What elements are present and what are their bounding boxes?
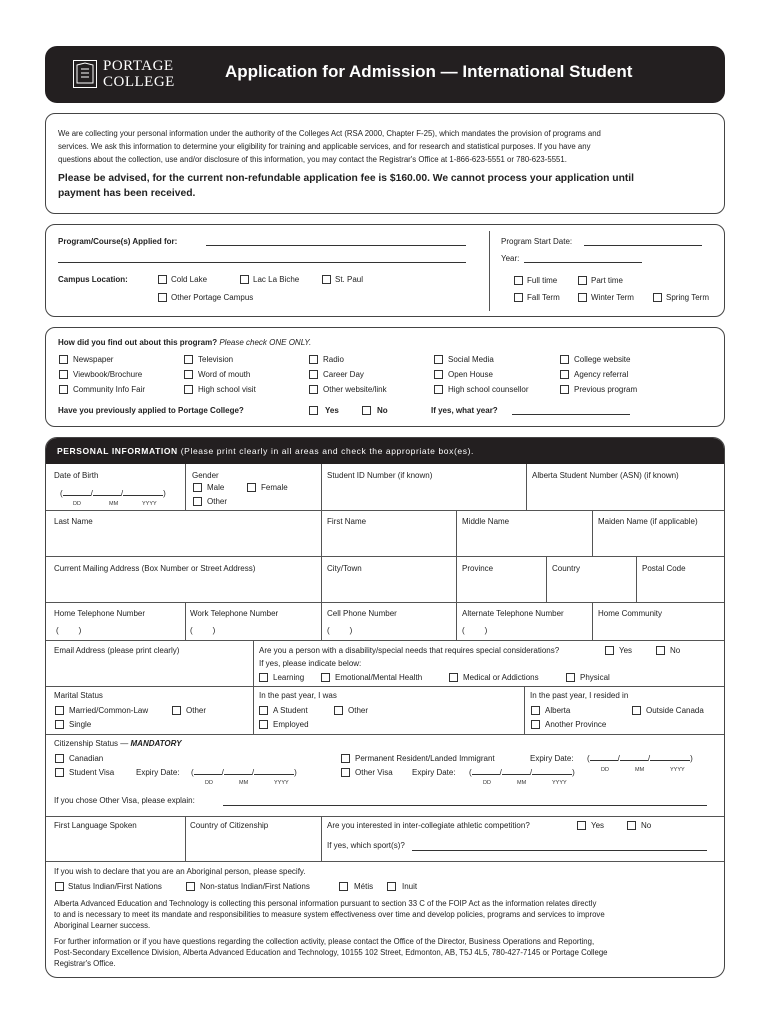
middle-name-label[interactable]: Middle Name — [462, 517, 510, 526]
fee-notice-line1: Please be advised, for the current non-refundable application fee is $160.00. We cannot process your application until — [58, 173, 635, 184]
was-student-label: A Student — [273, 706, 308, 715]
personal-info-section — [45, 437, 725, 978]
col-divider — [456, 602, 457, 640]
program-box — [45, 224, 725, 317]
disability-physical-checkbox[interactable] — [566, 673, 575, 682]
source-viewbook-checkbox[interactable] — [59, 370, 68, 379]
student-visa-yyyy: YYYY — [274, 780, 289, 786]
was-employed-label: Employed — [273, 720, 309, 729]
disability-learning-label: Learning — [273, 673, 305, 682]
last-name-label[interactable]: Last Name — [54, 517, 93, 526]
resided-another-province-checkbox[interactable] — [531, 720, 540, 729]
disability-learning-checkbox[interactable] — [259, 673, 268, 682]
full-time-label: Full time — [527, 276, 558, 285]
past-year-was-label: In the past year, I was — [259, 691, 337, 700]
alt-phone-area: ( ) — [462, 626, 488, 635]
dob-dd: DD — [73, 501, 81, 507]
source-info-fair-label: Community Info Fair — [73, 385, 146, 394]
asn-label[interactable]: Alberta Student Number (ASN) (if known) — [532, 471, 679, 480]
disability-question: Are you a person with a disability/special needs that requires special considerations? — [259, 646, 560, 655]
citizenship-label — [54, 739, 182, 748]
which-sports-field[interactable] — [412, 850, 707, 851]
col-divider — [524, 686, 525, 734]
previously-applied-yes-checkbox[interactable] — [309, 406, 318, 415]
citizenship-mandatory: MANDATORY — [130, 739, 182, 748]
source-agency-referral-checkbox[interactable] — [560, 370, 569, 379]
athletic-yes-label: Yes — [591, 821, 605, 830]
row-divider-1 — [46, 510, 725, 511]
was-employed-checkbox[interactable] — [259, 720, 268, 729]
col-divider — [592, 602, 593, 640]
other-visa-explain-field[interactable] — [223, 805, 707, 806]
source-other-website-checkbox[interactable] — [309, 385, 318, 394]
source-word-of-mouth-checkbox[interactable] — [184, 370, 193, 379]
province-label[interactable]: Province — [462, 564, 494, 573]
previous-year-field[interactable] — [512, 414, 630, 415]
source-agency-referral-label: Agency referral — [574, 370, 629, 379]
mailing-address-label[interactable]: Current Mailing Address (Box Number or Street Address) — [54, 564, 256, 573]
previously-applied-label: Have you previously applied to Portage College? — [58, 406, 244, 415]
foip-line1: Alberta Advanced Education and Technology is collecting this personal information pursuant to section 33 C of the FOIP Act as the information relates directly — [54, 899, 597, 908]
source-open-house-label: Open House — [448, 370, 493, 379]
winter-term-checkbox[interactable] — [578, 293, 587, 302]
disability-physical-label: Physical — [580, 673, 610, 682]
campus-st-paul-label: St. Paul — [335, 275, 364, 284]
logo-text-line1: PORTAGE — [103, 58, 174, 74]
source-viewbook-label: Viewbook/Brochure — [73, 370, 143, 379]
source-question-text: How did you find out about this program? — [58, 338, 218, 347]
home-community-label[interactable]: Home Community — [598, 609, 663, 618]
gender-female-checkbox[interactable] — [247, 483, 256, 492]
work-phone-area: ( ) — [190, 626, 216, 635]
source-college-website-label: College website — [574, 355, 631, 364]
resided-another-province-label: Another Province — [545, 720, 607, 729]
athletic-no-label: No — [641, 821, 652, 830]
campus-other-checkbox[interactable] — [158, 293, 167, 302]
athletic-yes-checkbox[interactable] — [577, 821, 586, 830]
first-name-label[interactable]: First Name — [327, 517, 367, 526]
gender-label: Gender — [192, 471, 219, 480]
which-sports-label: If yes, which sport(s)? — [327, 841, 405, 850]
campus-lac-la-biche-label: Lac La Biche — [253, 275, 300, 284]
student-visa-expiry-label: Expiry Date: — [136, 768, 180, 777]
citizenship-canadian-label: Canadian — [69, 754, 104, 763]
cell-phone-area: ( ) — [327, 626, 353, 635]
pr-expiry-label: Expiry Date: — [530, 754, 574, 763]
spring-term-checkbox[interactable] — [653, 293, 662, 302]
gender-male-checkbox[interactable] — [193, 483, 202, 492]
aboriginal-status-label: Status Indian/First Nations — [68, 882, 162, 891]
work-phone-label[interactable]: Work Telephone Number — [190, 609, 279, 618]
year-field[interactable] — [524, 262, 642, 263]
other-visa-dd: DD — [483, 780, 491, 786]
cell-phone-label[interactable]: Cell Phone Number — [327, 609, 397, 618]
aboriginal-metis-label: Métis — [354, 882, 374, 891]
row-divider-5 — [46, 686, 725, 687]
citizenship-student-visa-label: Student Visa — [69, 768, 115, 777]
source-question-note: Please check ONE ONLY. — [219, 338, 312, 347]
student-id-label[interactable]: Student ID Number (if known) — [327, 471, 433, 480]
pr-dd: DD — [601, 767, 609, 773]
start-date-label: Program Start Date: — [501, 237, 573, 246]
contact-line3: Registrar's Office. — [54, 959, 116, 968]
aboriginal-non-status-label: Non-status Indian/First Nations — [200, 882, 310, 891]
disability-mental-health-label: Emotional/Mental Health — [335, 673, 423, 682]
source-high-school-visit-label: High school visit — [198, 385, 256, 394]
home-phone-area: ( ) — [56, 626, 82, 635]
disability-medical-checkbox[interactable] — [449, 673, 458, 682]
source-counsellor-label: High school counsellor — [448, 385, 529, 394]
source-open-house-checkbox[interactable] — [434, 370, 443, 379]
source-box — [45, 327, 725, 427]
row-divider-6 — [46, 734, 725, 735]
source-career-day-label: Career Day — [323, 370, 364, 379]
campus-st-paul-checkbox[interactable] — [322, 275, 331, 284]
source-info-fair-checkbox[interactable] — [59, 385, 68, 394]
row-divider-3 — [46, 602, 725, 603]
logo-text-line2: COLLEGE — [103, 74, 175, 90]
dob-mm: MM — [109, 501, 119, 507]
alt-phone-label[interactable]: Alternate Telephone Number — [462, 609, 564, 618]
notice-para-line1: We are collecting your personal information under the authority of the Colleges Act (RSA 2000, Chapter F-25), which mandates the provision of programs and — [58, 129, 601, 138]
resided-alberta-checkbox[interactable] — [531, 706, 540, 715]
row-divider-7 — [46, 816, 725, 817]
source-counsellor-checkbox[interactable] — [434, 385, 443, 394]
citizenship-other-visa-label: Other Visa — [355, 768, 393, 777]
col-divider — [592, 510, 593, 556]
program-applied-field-2[interactable] — [58, 262, 466, 263]
previously-applied-no-checkbox[interactable] — [362, 406, 371, 415]
city-label[interactable]: City/Town — [327, 564, 362, 573]
col-divider — [456, 510, 457, 556]
marital-single-label: Single — [69, 720, 92, 729]
other-visa-expiry-label: Expiry Date: — [412, 768, 456, 777]
postal-code-label[interactable]: Postal Code — [642, 564, 686, 573]
col-divider — [321, 556, 322, 602]
foip-line2: to and is necessary to meet its mandate and responsibilities to measure system effectiveness over time and develop policies, programs and services to improve — [54, 910, 605, 919]
gender-other-checkbox[interactable] — [193, 497, 202, 506]
resided-outside-canada-checkbox[interactable] — [632, 706, 641, 715]
contact-line2: Post-Secondary Excellence Division, Alberta Advanced Education and Technology, 10155 102 Street, Edmonton, AB, T5J 4L5, 780-427-7145 or Portage College — [54, 948, 608, 957]
campus-other-label: Other Portage Campus — [171, 293, 254, 302]
source-newspaper-checkbox[interactable] — [59, 355, 68, 364]
email-label[interactable]: Email Address (please print clearly) — [54, 646, 180, 655]
col-divider — [321, 464, 322, 510]
col-divider — [546, 556, 547, 602]
disability-no-checkbox[interactable] — [656, 646, 665, 655]
other-visa-explain-label: If you chose Other Visa, please explain: — [54, 796, 195, 805]
col-divider — [321, 510, 322, 556]
disability-yes-label: Yes — [619, 646, 633, 655]
source-college-website-checkbox[interactable] — [560, 355, 569, 364]
personal-info-title-note: (Please print clearly in all areas and check the appropriate box(es). — [180, 446, 474, 456]
disability-no-label: No — [670, 646, 681, 655]
fall-term-label: Fall Term — [527, 293, 560, 302]
source-question — [58, 338, 311, 348]
source-radio-label: Radio — [323, 355, 344, 364]
college-logo — [73, 58, 183, 92]
resided-outside-canada-label: Outside Canada — [646, 706, 704, 715]
disability-yes-checkbox[interactable] — [605, 646, 614, 655]
notice-box — [45, 113, 725, 214]
col-divider — [253, 686, 254, 734]
aboriginal-status-checkbox[interactable] — [55, 882, 64, 891]
part-time-label: Part time — [591, 276, 624, 285]
aboriginal-question: If you wish to declare that you are an Aboriginal person, please specify. — [54, 867, 306, 876]
country-citizenship-label[interactable]: Country of Citizenship — [190, 821, 269, 830]
program-applied-label: Program/Course(s) Applied for: — [58, 237, 178, 246]
athletic-no-checkbox[interactable] — [627, 821, 636, 830]
maiden-name-label[interactable]: Maiden Name (if applicable) — [598, 517, 698, 526]
source-word-of-mouth-label: Word of mouth — [198, 370, 251, 379]
part-time-checkbox[interactable] — [578, 276, 587, 285]
personal-info-title-bold: PERSONAL INFORMATION — [57, 446, 178, 456]
marital-other-label: Other — [186, 706, 207, 715]
gender-female-label: Female — [261, 483, 288, 492]
spring-term-label: Spring Term — [666, 293, 709, 302]
logo-emblem-icon — [73, 60, 97, 88]
citizenship-canadian-checkbox[interactable] — [55, 754, 64, 763]
header-bar — [45, 46, 725, 103]
source-previous-program-label: Previous program — [574, 385, 638, 394]
student-visa-dd: DD — [205, 780, 213, 786]
campus-cold-lake-label: Cold Lake — [171, 275, 208, 284]
col-divider — [456, 556, 457, 602]
student-visa-mm: MM — [239, 780, 249, 786]
previously-applied-yes-label: Yes — [325, 406, 339, 415]
source-previous-program-checkbox[interactable] — [560, 385, 569, 394]
winter-term-label: Winter Term — [591, 293, 634, 302]
source-social-media-label: Social Media — [448, 355, 494, 364]
citizenship-permanent-resident-checkbox[interactable] — [341, 754, 350, 763]
personal-info-header — [46, 438, 725, 464]
marital-single-checkbox[interactable] — [55, 720, 64, 729]
dob-yyyy: YYYY — [142, 501, 157, 507]
dob-label: Date of Birth — [54, 471, 99, 480]
foip-line3: Aboriginal Learner success. — [54, 921, 151, 930]
marital-status-label: Marital Status — [54, 691, 103, 700]
marital-married-checkbox[interactable] — [55, 706, 64, 715]
source-radio-checkbox[interactable] — [309, 355, 318, 364]
disability-mental-health-checkbox[interactable] — [321, 673, 330, 682]
source-other-website-label: Other website/link — [323, 385, 387, 394]
col-divider — [321, 816, 322, 861]
campus-cold-lake-checkbox[interactable] — [158, 275, 167, 284]
first-language-label[interactable]: First Language Spoken — [54, 821, 137, 830]
row-divider-2 — [46, 556, 725, 557]
source-high-school-visit-checkbox[interactable] — [184, 385, 193, 394]
previous-year-label: If yes, what year? — [431, 406, 498, 415]
marital-other-checkbox[interactable] — [172, 706, 181, 715]
disability-indicate-label: If yes, please indicate below: — [259, 659, 362, 668]
notice-para-line3: questions about the collection, use and/or disclosure of this information, you may contact the Registrar's Office at 1-866-623-5551 or 780-623-5551. — [58, 155, 567, 164]
aboriginal-metis-checkbox[interactable] — [339, 882, 348, 891]
campus-lac-la-biche-checkbox[interactable] — [240, 275, 249, 284]
resided-alberta-label: Alberta — [545, 706, 571, 715]
home-phone-label[interactable]: Home Telephone Number — [54, 609, 146, 618]
gender-other-label: Other — [207, 497, 228, 506]
aboriginal-non-status-checkbox[interactable] — [186, 882, 195, 891]
notice-para-line2: services. We ask this information to determine your eligibility for training and applicable services, and for research and statistical purposes. If you have any — [58, 142, 591, 151]
fall-term-checkbox[interactable] — [514, 293, 523, 302]
col-divider — [636, 556, 637, 602]
athletic-question: Are you interested in inter-collegiate athletic competition? — [327, 821, 530, 830]
citizenship-permanent-resident-label: Permanent Resident/Landed Immigrant — [355, 754, 495, 763]
citizenship-student-visa-checkbox[interactable] — [55, 768, 64, 777]
citizenship-other-visa-checkbox[interactable] — [341, 768, 350, 777]
page-title: Application for Admission — International Student — [225, 62, 633, 81]
year-label: Year: — [501, 254, 520, 263]
was-other-checkbox[interactable] — [334, 706, 343, 715]
col-divider — [185, 602, 186, 640]
col-divider — [321, 602, 322, 640]
previously-applied-no-label: No — [377, 406, 388, 415]
country-label[interactable]: Country — [552, 564, 581, 573]
gender-male-label: Male — [207, 483, 225, 492]
pr-mm: MM — [635, 767, 645, 773]
row-divider-4 — [46, 640, 725, 641]
source-television-checkbox[interactable] — [184, 355, 193, 364]
personal-info-title — [57, 446, 474, 456]
dob-field[interactable]: ( / / ) — [60, 489, 166, 498]
col-divider — [253, 640, 254, 686]
student-visa-expiry-field[interactable]: ( / / ) — [191, 768, 297, 777]
was-other-label: Other — [348, 706, 369, 715]
program-applied-field[interactable] — [206, 245, 466, 246]
source-television-label: Television — [198, 355, 234, 364]
other-visa-mm: MM — [517, 780, 527, 786]
source-social-media-checkbox[interactable] — [434, 355, 443, 364]
aboriginal-inuit-checkbox[interactable] — [387, 882, 396, 891]
other-visa-yyyy: YYYY — [552, 780, 567, 786]
other-visa-expiry-field[interactable]: ( / / ) — [469, 768, 575, 777]
col-divider — [185, 816, 186, 861]
marital-married-label: Married/Common-Law — [69, 706, 149, 715]
past-year-resided-label: In the past year, I resided in — [530, 691, 629, 700]
aboriginal-inuit-label: Inuit — [402, 882, 418, 891]
pr-yyyy: YYYY — [670, 767, 685, 773]
fee-notice-line2: payment has been received. — [58, 188, 196, 199]
program-divider — [489, 231, 490, 311]
was-student-checkbox[interactable] — [259, 706, 268, 715]
source-career-day-checkbox[interactable] — [309, 370, 318, 379]
row-divider-8 — [46, 861, 725, 862]
full-time-checkbox[interactable] — [514, 276, 523, 285]
col-divider — [526, 464, 527, 510]
source-newspaper-label: Newspaper — [73, 355, 114, 364]
pr-expiry-field[interactable]: ( / / ) — [587, 754, 693, 763]
campus-location-label: Campus Location: — [58, 275, 128, 284]
citizenship-label-text: Citizenship Status — — [54, 739, 129, 748]
col-divider — [185, 464, 186, 510]
start-date-field[interactable] — [584, 245, 702, 246]
disability-medical-label: Medical or Addictions — [463, 673, 539, 682]
contact-line1: For further information or if you have questions regarding the collection activity, please contact the Office of the Director, Business Operations and Reporting, — [54, 937, 595, 946]
